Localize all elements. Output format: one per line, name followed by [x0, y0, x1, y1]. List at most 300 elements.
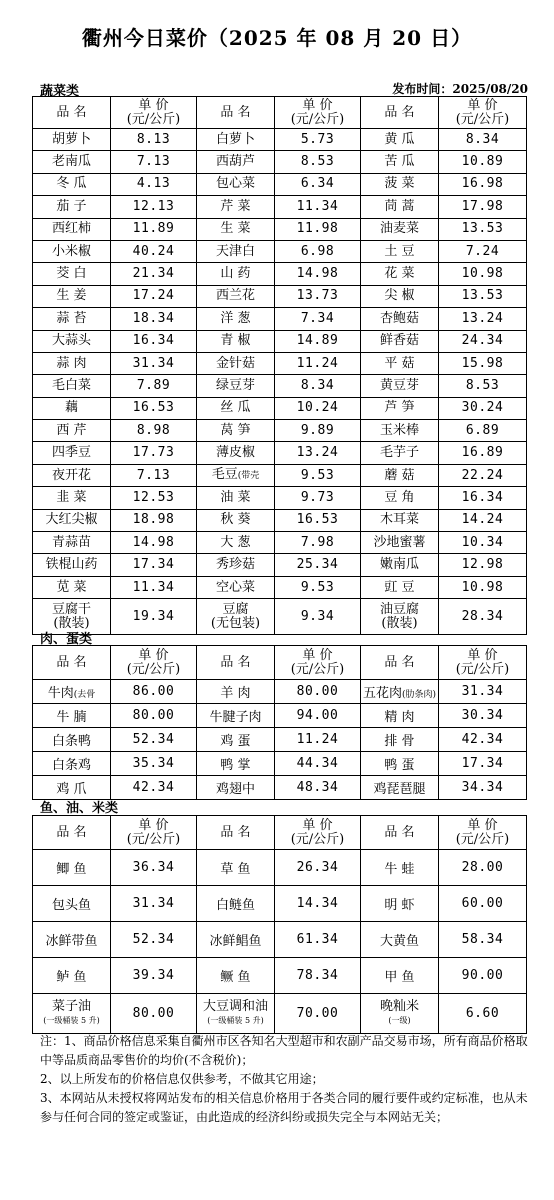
- item-name-text: 铁棍山药: [45, 557, 98, 573]
- item-name: [33, 704, 111, 728]
- item-price: 13.24: [439, 308, 527, 330]
- item-name: [361, 487, 439, 509]
- item-name: [197, 680, 275, 704]
- item-price: 10.89: [439, 151, 527, 173]
- item-name-text: 四季豆: [51, 445, 91, 461]
- item-price: 11.89: [111, 218, 197, 240]
- item-name-text: 草 鱼: [220, 862, 251, 877]
- item-name-text: 薄皮椒: [215, 445, 255, 461]
- item-name-text: 藕: [64, 400, 78, 416]
- item-name: [197, 397, 275, 419]
- item-name-text: 冰鲜鲳鱼: [209, 934, 262, 949]
- item-price: 7.24: [439, 240, 527, 262]
- header-name: 品 名: [361, 646, 439, 680]
- item-price: 25.34: [275, 554, 361, 576]
- item-price: 14.89: [275, 330, 361, 352]
- item-price: 8.34: [439, 129, 527, 151]
- item-name-text: 芹 菜: [220, 198, 251, 214]
- item-name: [33, 442, 111, 464]
- meat-egg-price-table: [32, 645, 527, 800]
- item-name-text: 洋 葱: [220, 310, 251, 326]
- header-price: 单 价 (元/公斤): [275, 646, 361, 680]
- item-name-text: 青蒜苗: [51, 534, 91, 550]
- item-name: [197, 375, 275, 397]
- item-name-text: 五花肉: [362, 686, 402, 701]
- item-name-text: 空心菜: [215, 579, 255, 595]
- item-price: 36.34: [111, 850, 197, 886]
- item-name: [33, 532, 111, 554]
- item-name-text: 杏鲍菇: [379, 310, 419, 326]
- item-name: [197, 704, 275, 728]
- item-name: [197, 442, 275, 464]
- fish-oil-rice-price-table: [32, 815, 527, 1034]
- item-name: [197, 263, 275, 285]
- item-name-text: 冬 瓜: [56, 176, 87, 192]
- item-price: 10.24: [275, 397, 361, 419]
- item-price: 13.73: [275, 285, 361, 307]
- table-row: [33, 554, 527, 576]
- table-row: [33, 173, 527, 195]
- table-row: [33, 129, 527, 151]
- table-row: [33, 487, 527, 509]
- item-name: [197, 752, 275, 776]
- item-price: 7.98: [275, 532, 361, 554]
- header-price: 单 价 (元/公斤): [439, 816, 527, 850]
- item-price: 9.53: [275, 464, 361, 486]
- item-name: [33, 554, 111, 576]
- footnotes: [40, 1032, 528, 1127]
- header-price: 单 价 (元/公斤): [275, 816, 361, 850]
- item-name: [361, 922, 439, 958]
- item-name: [361, 752, 439, 776]
- item-name: [361, 994, 439, 1034]
- item-name-note: (去骨: [73, 690, 96, 700]
- item-name: [197, 352, 275, 374]
- item-name: [33, 240, 111, 262]
- header-name: 品 名: [361, 816, 439, 850]
- item-price: 16.34: [111, 330, 197, 352]
- item-name-text: 牛腱子肉: [209, 710, 262, 725]
- table-row: [33, 442, 527, 464]
- item-name: [361, 680, 439, 704]
- item-name-text: 小米椒: [51, 243, 91, 259]
- item-price: 80.00: [111, 994, 197, 1034]
- item-price: 6.60: [439, 994, 527, 1034]
- item-price: 5.73: [275, 129, 361, 151]
- item-name: [361, 420, 439, 442]
- item-name-text: 鸭 蛋: [384, 758, 415, 773]
- item-name-text: 莴 笋: [220, 422, 251, 438]
- item-price: 14.98: [275, 263, 361, 285]
- item-price: 80.00: [111, 704, 197, 728]
- item-name: [197, 886, 275, 922]
- item-price: 11.24: [275, 728, 361, 752]
- header-name: 品 名: [361, 97, 439, 129]
- item-price: 17.34: [439, 752, 527, 776]
- item-name: [361, 397, 439, 419]
- item-name-note: (散装): [381, 615, 418, 631]
- item-price: 90.00: [439, 958, 527, 994]
- item-name: [361, 850, 439, 886]
- item-price: 10.98: [439, 263, 527, 285]
- item-name-note: (一级桶装 5 升): [43, 1015, 100, 1025]
- item-name: [361, 285, 439, 307]
- item-price: 26.34: [275, 850, 361, 886]
- item-name-note: (一级): [388, 1015, 411, 1025]
- item-name: [197, 850, 275, 886]
- item-name: [197, 776, 275, 800]
- item-name: [33, 576, 111, 598]
- table-row: [33, 285, 527, 307]
- item-name: [197, 129, 275, 151]
- item-price: 16.53: [111, 397, 197, 419]
- item-name-text: 甲 鱼: [384, 970, 415, 985]
- item-name: [361, 308, 439, 330]
- item-price: 11.24: [275, 352, 361, 374]
- item-name-text: 晚籼米: [379, 998, 419, 1014]
- item-name: [197, 240, 275, 262]
- table-header-row: [33, 816, 527, 850]
- table-row: [33, 752, 527, 776]
- item-name-text: 毛芋子: [379, 445, 419, 461]
- item-price: 17.73: [111, 442, 197, 464]
- item-name-text: 西 芹: [56, 422, 87, 438]
- item-name-text: 毛白菜: [51, 377, 91, 393]
- table-row: [33, 420, 527, 442]
- item-name: [33, 173, 111, 195]
- item-name: [197, 330, 275, 352]
- item-price: 9.53: [275, 576, 361, 598]
- item-price: 58.34: [439, 922, 527, 958]
- item-name: [197, 308, 275, 330]
- item-name-text: 蘑 菇: [384, 467, 415, 483]
- item-name: [33, 922, 111, 958]
- item-price: 13.24: [275, 442, 361, 464]
- item-name-text: 西红柿: [51, 221, 91, 237]
- item-name-text: 平 菇: [384, 355, 415, 371]
- item-price: 17.98: [439, 196, 527, 218]
- table-row: [33, 886, 527, 922]
- item-price: 9.89: [275, 420, 361, 442]
- item-name: [33, 509, 111, 531]
- item-price: 61.34: [275, 922, 361, 958]
- item-price: 6.89: [439, 420, 527, 442]
- item-name-text: 鳜 鱼: [220, 970, 251, 985]
- item-name-text: 西兰花: [215, 288, 255, 304]
- item-price: 8.98: [111, 420, 197, 442]
- item-price: 10.98: [439, 576, 527, 598]
- item-price: 12.13: [111, 196, 197, 218]
- page-title: 衢州今日菜价（2025 年 08 月 20 日）: [81, 26, 473, 50]
- section-label-fish: 鱼、油、米类: [40, 801, 119, 816]
- item-price: 18.98: [111, 509, 197, 531]
- table-row: [33, 240, 527, 262]
- item-price: 31.34: [111, 886, 197, 922]
- item-name: [197, 576, 275, 598]
- item-price: 42.34: [439, 728, 527, 752]
- item-name: [197, 532, 275, 554]
- item-price: 30.34: [439, 704, 527, 728]
- table-row: [33, 218, 527, 240]
- section-label-meat: 肉、蛋类: [40, 632, 93, 647]
- item-name-text: 明 虾: [384, 898, 415, 913]
- item-name: [33, 375, 111, 397]
- item-name-note: (无包装): [210, 615, 261, 631]
- item-name-text: 苋 菜: [56, 579, 87, 595]
- item-name-text: 丝 瓜: [220, 400, 251, 416]
- item-price: 7.34: [275, 308, 361, 330]
- section-label-vegetables: 蔬菜类: [40, 84, 80, 99]
- item-name: [33, 129, 111, 151]
- item-name-text: 茭 白: [56, 266, 87, 282]
- item-name-text: 豆腐干: [51, 601, 91, 617]
- item-price: 42.34: [111, 776, 197, 800]
- item-name: [361, 776, 439, 800]
- item-price: 16.34: [439, 487, 527, 509]
- item-name-text: 沙地蜜薯: [373, 534, 426, 550]
- item-name: [33, 958, 111, 994]
- item-name-text: 蒜 肉: [56, 355, 87, 371]
- item-name-text: 精 肉: [384, 710, 415, 725]
- item-name: [33, 680, 111, 704]
- item-name: [361, 173, 439, 195]
- table-row: [33, 576, 527, 598]
- item-name-text: 胡萝卜: [51, 131, 91, 147]
- item-price: 19.34: [111, 599, 197, 635]
- item-price: 9.34: [275, 599, 361, 635]
- item-price: 28.34: [439, 599, 527, 635]
- table-row: [33, 728, 527, 752]
- item-name: [197, 464, 275, 486]
- item-name: [197, 420, 275, 442]
- item-name-text: 鸡翅中: [215, 782, 255, 797]
- table-row: [33, 958, 527, 994]
- item-name-text: 生 菜: [220, 221, 251, 237]
- item-name: [361, 554, 439, 576]
- item-name-text: 木耳菜: [379, 512, 419, 528]
- item-name-text: 秋 葵: [220, 512, 251, 528]
- item-price: 7.13: [111, 464, 197, 486]
- item-name-text: 金针菇: [215, 355, 255, 371]
- item-name: [197, 599, 275, 635]
- item-name-text: 油 菜: [220, 489, 251, 505]
- item-name: [33, 308, 111, 330]
- item-price: 34.34: [439, 776, 527, 800]
- item-price: 17.24: [111, 285, 197, 307]
- item-name: [33, 263, 111, 285]
- item-name: [197, 922, 275, 958]
- item-name-text: 大豆调和油: [202, 998, 268, 1014]
- item-name-text: 包心菜: [215, 176, 255, 192]
- item-price: 9.73: [275, 487, 361, 509]
- item-name-text: 鸭 掌: [220, 758, 251, 773]
- item-name-text: 尖 椒: [384, 288, 415, 304]
- item-price: 13.53: [439, 218, 527, 240]
- item-name: [33, 151, 111, 173]
- item-name: [361, 886, 439, 922]
- item-name-text: 山 药: [220, 266, 251, 282]
- item-name: [197, 994, 275, 1034]
- header-price: 单 价 (元/公斤): [111, 816, 197, 850]
- item-price: 70.00: [275, 994, 361, 1034]
- item-name-text: 毛豆: [211, 467, 238, 483]
- item-price: 11.34: [111, 576, 197, 598]
- item-price: 39.34: [111, 958, 197, 994]
- item-price: 8.34: [275, 375, 361, 397]
- item-price: 17.34: [111, 554, 197, 576]
- item-price: 18.34: [111, 308, 197, 330]
- item-price: 12.53: [111, 487, 197, 509]
- item-name: [361, 576, 439, 598]
- item-name-text: 牛肉: [47, 686, 74, 701]
- item-name: [361, 196, 439, 218]
- item-name-text: 韭 菜: [56, 489, 87, 505]
- item-name-text: 土 豆: [384, 243, 415, 259]
- item-name-text: 黄 瓜: [384, 131, 415, 147]
- item-price: 48.34: [275, 776, 361, 800]
- item-price: 52.34: [111, 728, 197, 752]
- item-name: [33, 397, 111, 419]
- table-row: [33, 151, 527, 173]
- item-name-text: 青 椒: [220, 333, 251, 349]
- item-name-text: 秀珍菇: [215, 557, 255, 573]
- item-name-text: 老南瓜: [51, 154, 91, 170]
- item-name: [361, 129, 439, 151]
- item-price: 52.34: [111, 922, 197, 958]
- item-name-text: 茼 蒿: [384, 198, 415, 214]
- header-name: 品 名: [197, 97, 275, 129]
- item-name: [361, 958, 439, 994]
- item-name-text: 鸡 爪: [56, 782, 87, 797]
- header-price: 单 价 (元/公斤): [111, 646, 197, 680]
- item-name-text: 鸡 蛋: [220, 734, 251, 749]
- item-price: 80.00: [275, 680, 361, 704]
- item-name-text: 黄豆芽: [379, 377, 419, 393]
- table-header-row: [33, 97, 527, 129]
- item-price: 30.24: [439, 397, 527, 419]
- table-row: [33, 704, 527, 728]
- item-name-text: 西葫芦: [215, 154, 255, 170]
- item-price: 44.34: [275, 752, 361, 776]
- item-name-text: 苦 瓜: [384, 154, 415, 170]
- item-name: [361, 151, 439, 173]
- item-name-text: 包头鱼: [51, 898, 91, 913]
- item-name-text: 排 骨: [384, 734, 415, 749]
- item-price: 31.34: [111, 352, 197, 374]
- item-price: 8.13: [111, 129, 197, 151]
- table-row: [33, 532, 527, 554]
- table-row: [33, 352, 527, 374]
- item-name-text: 冰鲜带鱼: [45, 934, 98, 949]
- item-price: 14.34: [275, 886, 361, 922]
- item-name-text: 白条鸡: [51, 758, 91, 773]
- item-name: [197, 173, 275, 195]
- item-name: [33, 850, 111, 886]
- item-name-text: 鲈 鱼: [56, 970, 87, 985]
- item-name-text: 大 葱: [220, 534, 251, 550]
- table-row: [33, 680, 527, 704]
- header-price: 单 价 (元/公斤): [439, 646, 527, 680]
- item-name: [33, 487, 111, 509]
- item-name-note: (散装): [53, 615, 90, 631]
- header-price: 单 价 (元/公斤): [275, 97, 361, 129]
- item-price: 7.13: [111, 151, 197, 173]
- item-name-text: 夜开花: [51, 467, 91, 483]
- item-name: [361, 509, 439, 531]
- item-name: [361, 240, 439, 262]
- item-name-note: (一级桶装 5 升): [207, 1015, 264, 1025]
- publish-date: 发布时间：2025/08/20: [392, 82, 528, 96]
- item-name: [361, 728, 439, 752]
- item-name: [361, 352, 439, 374]
- header-name: 品 名: [33, 816, 111, 850]
- item-price: 22.24: [439, 464, 527, 486]
- item-name-text: 牛 蛙: [384, 862, 415, 877]
- table-row: [33, 330, 527, 352]
- item-price: 15.98: [439, 352, 527, 374]
- item-price: 28.00: [439, 850, 527, 886]
- item-name-text: 油豆腐: [379, 601, 419, 617]
- item-price: 8.53: [439, 375, 527, 397]
- item-name: [361, 375, 439, 397]
- item-name: [197, 487, 275, 509]
- vegetable-price-table: [32, 96, 527, 635]
- table-row: [33, 509, 527, 531]
- item-name: [33, 994, 111, 1034]
- item-name-text: 大黄鱼: [379, 934, 419, 949]
- item-name-text: 羊 肉: [220, 686, 251, 701]
- item-price: 94.00: [275, 704, 361, 728]
- header-price: 单 价 (元/公斤): [439, 97, 527, 129]
- item-price: 7.89: [111, 375, 197, 397]
- item-name: [33, 886, 111, 922]
- item-name-text: 茄 子: [56, 198, 87, 214]
- item-name: [361, 704, 439, 728]
- footnote-1: 注：1、商品价格信息采集自衢州市区各知名大型超市和农副产品交易市场，所有商品价格取中等品质商品零售价的均价(不含税价)；: [40, 1034, 528, 1067]
- item-name: [33, 464, 111, 486]
- table-row: [33, 850, 527, 886]
- item-name-text: 豆腐: [222, 601, 249, 617]
- item-name-text: 豆 角: [384, 489, 415, 505]
- item-price: 11.98: [275, 218, 361, 240]
- item-price: 16.98: [439, 173, 527, 195]
- item-name-text: 白萝卜: [215, 131, 255, 147]
- table-header-row: [33, 646, 527, 680]
- item-price: 21.34: [111, 263, 197, 285]
- item-price: 16.89: [439, 442, 527, 464]
- item-name: [361, 263, 439, 285]
- item-name-text: 芦 笋: [384, 400, 415, 416]
- item-name: [361, 464, 439, 486]
- item-name-text: 大红尖椒: [45, 512, 98, 528]
- table-row: [33, 308, 527, 330]
- item-name: [33, 752, 111, 776]
- item-price: 78.34: [275, 958, 361, 994]
- item-name-text: 鸡琵琶腿: [373, 782, 426, 797]
- header-price: 单 价 (元/公斤): [111, 97, 197, 129]
- item-name: [33, 728, 111, 752]
- item-name-text: 大蒜头: [51, 333, 91, 349]
- footnote-2: 2、以上所发布的价格信息仅供参考，不做其它用途；: [40, 1072, 324, 1086]
- item-name-text: 鲜香菇: [379, 333, 419, 349]
- item-price: 6.34: [275, 173, 361, 195]
- item-name: [361, 218, 439, 240]
- item-name-text: 油麦菜: [379, 221, 419, 237]
- item-name: [33, 352, 111, 374]
- item-price: 6.98: [275, 240, 361, 262]
- table-row: [33, 196, 527, 218]
- table-row: [33, 776, 527, 800]
